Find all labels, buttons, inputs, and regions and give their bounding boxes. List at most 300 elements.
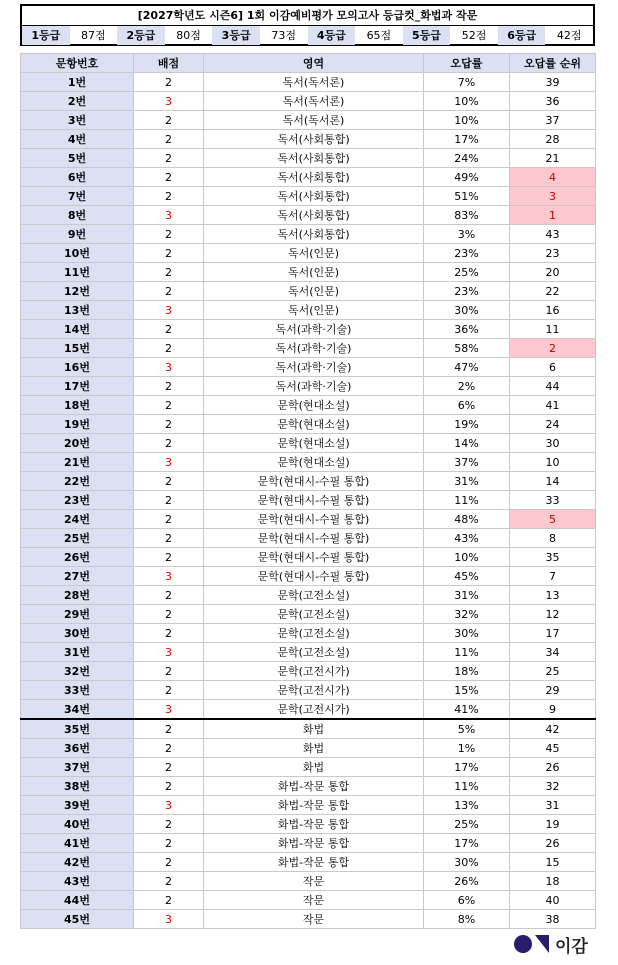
question-table [20,53,596,929]
table-row [21,700,596,720]
error-rate-cell: 30% [424,853,510,872]
question-number-cell: 36번 [21,739,134,758]
error-rank-cell: 9 [510,700,596,720]
logo-text: 이감 [555,936,588,957]
error-rate-cell: 10% [424,548,510,567]
error-rank-cell: 29 [510,681,596,700]
error-rate-cell: 17% [424,834,510,853]
points-cell: 3 [134,301,204,320]
area-cell: 독서(사회통합) [204,187,424,206]
question-number-cell: 41번 [21,834,134,853]
area-cell: 독서(사회통합) [204,149,424,168]
area-cell: 문학(고전소설) [204,643,424,662]
error-rate-cell: 31% [424,472,510,491]
points-cell: 2 [134,225,204,244]
error-rate-cell: 36% [424,320,510,339]
grade-score: 87점 [81,29,106,42]
area-cell: 문학(현대시-수필 통합) [204,510,424,529]
question-number-cell: 2번 [21,92,134,111]
grade-label: 6등급 [498,26,546,45]
question-number-cell: 20번 [21,434,134,453]
table-row [21,206,596,225]
question-number-cell: 22번 [21,472,134,491]
grade-score: 73점 [271,29,297,42]
table-row [21,396,596,415]
brand-logo [513,932,595,956]
question-number-cell: 9번 [21,225,134,244]
points-cell: 2 [134,282,204,301]
question-number-cell: 43번 [21,872,134,891]
igam-logo-icon [513,934,551,954]
area-cell: 독서(사회통합) [204,225,424,244]
question-number-cell: 33번 [21,681,134,700]
error-rate-cell: 25% [424,815,510,834]
table-row [21,624,596,643]
error-rank-cell: 26 [510,758,596,777]
points-cell: 2 [134,681,204,700]
error-rate-cell: 15% [424,681,510,700]
col-header-area: 영역 [204,54,424,73]
table-row [21,548,596,567]
points-cell: 2 [134,834,204,853]
area-cell: 독서(과학·기술) [204,377,424,396]
error-rate-cell: 58% [424,339,510,358]
error-rate-cell: 48% [424,510,510,529]
error-rate-cell: 10% [424,111,510,130]
area-cell: 문학(현대시-수필 통합) [204,472,424,491]
error-rank-cell: 35 [510,548,596,567]
grade-label: 5등급 [403,26,451,45]
table-row [21,758,596,777]
error-rate-cell: 18% [424,662,510,681]
question-number-cell: 12번 [21,282,134,301]
table-row [21,605,596,624]
area-cell: 문학(현대시-수필 통합) [204,567,424,586]
error-rank-cell: 44 [510,377,596,396]
points-cell: 2 [134,662,204,681]
area-cell: 화법-작문 통합 [204,834,424,853]
error-rank-cell: 39 [510,73,596,92]
grade-cell [212,26,307,45]
area-cell: 문학(고전시가) [204,662,424,681]
question-number-cell: 39번 [21,796,134,815]
error-rank-cell: 28 [510,130,596,149]
area-cell: 문학(현대소설) [204,453,424,472]
area-cell: 문학(고전소설) [204,624,424,643]
points-cell: 2 [134,472,204,491]
error-rate-cell: 8% [424,910,510,929]
points-cell: 2 [134,415,204,434]
grade-cell [117,26,212,45]
error-rank-cell: 43 [510,225,596,244]
table-row [21,149,596,168]
table-row [21,662,596,681]
points-cell: 2 [134,853,204,872]
area-cell: 독서(독서론) [204,111,424,130]
error-rate-cell: 11% [424,491,510,510]
question-number-cell: 45번 [21,910,134,929]
table-row [21,168,596,187]
area-cell: 작문 [204,891,424,910]
table-row [21,586,596,605]
table-row [21,225,596,244]
table-row [21,453,596,472]
table-row [21,358,596,377]
points-cell: 2 [134,320,204,339]
table-row [21,491,596,510]
area-cell: 독서(사회통합) [204,130,424,149]
error-rank-cell: 2 [510,339,596,358]
points-cell: 2 [134,529,204,548]
error-rank-cell: 8 [510,529,596,548]
question-number-cell: 23번 [21,491,134,510]
points-cell: 2 [134,872,204,891]
question-number-cell: 10번 [21,244,134,263]
question-number-cell: 18번 [21,396,134,415]
points-cell: 3 [134,910,204,929]
error-rate-cell: 6% [424,396,510,415]
error-rate-cell: 30% [424,301,510,320]
points-cell: 2 [134,491,204,510]
table-row [21,529,596,548]
error-rank-cell: 7 [510,567,596,586]
col-header-error-rank: 오답률 순위 [510,54,596,73]
points-cell: 2 [134,739,204,758]
question-number-cell: 24번 [21,510,134,529]
grade-cut-row [22,26,593,45]
error-rate-cell: 5% [424,719,510,739]
table-row [21,111,596,130]
points-cell: 3 [134,453,204,472]
error-rate-cell: 51% [424,187,510,206]
question-number-cell: 38번 [21,777,134,796]
error-rank-cell: 4 [510,168,596,187]
error-rank-cell: 12 [510,605,596,624]
points-cell: 2 [134,548,204,567]
table-row [21,339,596,358]
error-rate-cell: 7% [424,73,510,92]
question-number-cell: 40번 [21,815,134,834]
points-cell: 2 [134,624,204,643]
error-rank-cell: 26 [510,834,596,853]
area-cell: 화법-작문 통합 [204,796,424,815]
error-rate-cell: 10% [424,92,510,111]
area-cell: 화법 [204,719,424,739]
points-cell: 2 [134,777,204,796]
table-row [21,910,596,929]
error-rank-cell: 14 [510,472,596,491]
table-row [21,472,596,491]
points-cell: 3 [134,643,204,662]
col-header-points: 배점 [134,54,204,73]
points-cell: 2 [134,73,204,92]
question-number-cell: 19번 [21,415,134,434]
error-rank-cell: 23 [510,244,596,263]
error-rate-cell: 19% [424,415,510,434]
grade-label: 4등급 [308,26,356,45]
points-cell: 2 [134,758,204,777]
question-number-cell: 34번 [21,700,134,720]
grade-cell [498,26,593,45]
error-rate-cell: 17% [424,758,510,777]
question-number-cell: 28번 [21,586,134,605]
error-rate-cell: 30% [424,624,510,643]
error-rank-cell: 32 [510,777,596,796]
table-row [21,130,596,149]
error-rate-cell: 2% [424,377,510,396]
error-rank-cell: 16 [510,301,596,320]
error-rate-cell: 26% [424,872,510,891]
error-rank-cell: 24 [510,415,596,434]
error-rank-cell: 5 [510,510,596,529]
table-row [21,92,596,111]
table-row [21,872,596,891]
grade-score: 80점 [176,29,201,42]
question-number-cell: 11번 [21,263,134,282]
grade-cell [403,26,498,45]
table-row [21,244,596,263]
points-cell: 3 [134,92,204,111]
question-number-cell: 4번 [21,130,134,149]
table-row [21,263,596,282]
points-cell: 2 [134,891,204,910]
error-rate-cell: 11% [424,777,510,796]
error-rate-cell: 23% [424,282,510,301]
table-row [21,777,596,796]
error-rank-cell: 41 [510,396,596,415]
question-number-cell: 15번 [21,339,134,358]
table-row [21,187,596,206]
error-rate-cell: 14% [424,434,510,453]
error-rank-cell: 11 [510,320,596,339]
error-rate-cell: 83% [424,206,510,225]
area-cell: 독서(인문) [204,244,424,263]
points-cell: 3 [134,700,204,720]
error-rate-cell: 32% [424,605,510,624]
question-number-cell: 35번 [21,719,134,739]
area-cell: 문학(고전소설) [204,586,424,605]
error-rank-cell: 38 [510,910,596,929]
question-number-cell: 37번 [21,758,134,777]
area-cell: 문학(고전소설) [204,605,424,624]
points-cell: 2 [134,168,204,187]
error-rate-cell: 24% [424,149,510,168]
table-row [21,434,596,453]
table-row [21,815,596,834]
table-row [21,719,596,739]
error-rank-cell: 33 [510,491,596,510]
table-row [21,282,596,301]
points-cell: 2 [134,719,204,739]
error-rank-cell: 45 [510,739,596,758]
points-cell: 2 [134,815,204,834]
area-cell: 독서(사회통합) [204,206,424,225]
points-cell: 3 [134,796,204,815]
grade-cell [308,26,403,45]
error-rank-cell: 3 [510,187,596,206]
area-cell: 독서(과학·기술) [204,358,424,377]
points-cell: 2 [134,434,204,453]
table-row [21,510,596,529]
error-rate-cell: 41% [424,700,510,720]
area-cell: 문학(현대시-수필 통합) [204,491,424,510]
error-rank-cell: 19 [510,815,596,834]
grade-cell [22,26,117,45]
question-number-cell: 14번 [21,320,134,339]
area-cell: 문학(현대시-수필 통합) [204,529,424,548]
grade-label: 3등급 [212,26,260,45]
error-rate-cell: 13% [424,796,510,815]
points-cell: 2 [134,263,204,282]
error-rank-cell: 10 [510,453,596,472]
points-cell: 2 [134,244,204,263]
error-rank-cell: 6 [510,358,596,377]
grade-score: 42점 [556,29,582,42]
question-number-cell: 5번 [21,149,134,168]
error-rate-cell: 47% [424,358,510,377]
question-number-cell: 17번 [21,377,134,396]
error-rank-cell: 25 [510,662,596,681]
error-rate-cell: 49% [424,168,510,187]
points-cell: 2 [134,605,204,624]
area-cell: 독서(독서론) [204,92,424,111]
error-rank-cell: 42 [510,719,596,739]
table-row [21,796,596,815]
question-number-cell: 32번 [21,662,134,681]
error-rate-cell: 11% [424,643,510,662]
grade-label: 1등급 [22,26,70,45]
error-rank-cell: 1 [510,206,596,225]
error-rate-cell: 43% [424,529,510,548]
error-rank-cell: 30 [510,434,596,453]
question-number-cell: 44번 [21,891,134,910]
points-cell: 2 [134,130,204,149]
question-number-cell: 42번 [21,853,134,872]
area-cell: 문학(현대소설) [204,434,424,453]
error-rate-cell: 6% [424,891,510,910]
area-cell: 화법-작문 통합 [204,853,424,872]
points-cell: 2 [134,377,204,396]
col-header-error-rate: 오답률 [424,54,510,73]
grade-score: 52점 [461,29,487,42]
area-cell: 독서(사회통합) [204,168,424,187]
error-rate-cell: 23% [424,244,510,263]
error-rank-cell: 17 [510,624,596,643]
table-row [21,73,596,92]
error-rate-cell: 25% [424,263,510,282]
grade-score: 65점 [366,29,392,42]
error-rank-cell: 15 [510,853,596,872]
error-rank-cell: 13 [510,586,596,605]
error-rate-cell: 31% [424,586,510,605]
question-number-cell: 31번 [21,643,134,662]
error-rank-cell: 34 [510,643,596,662]
error-rate-cell: 1% [424,739,510,758]
area-cell: 독서(과학·기술) [204,339,424,358]
table-row [21,834,596,853]
area-cell: 화법-작문 통합 [204,815,424,834]
question-number-cell: 13번 [21,301,134,320]
grade-label: 2등급 [117,26,165,45]
error-rate-cell: 37% [424,453,510,472]
question-number-cell: 30번 [21,624,134,643]
area-cell: 문학(현대소설) [204,396,424,415]
table-row [21,643,596,662]
error-rank-cell: 22 [510,282,596,301]
points-cell: 2 [134,111,204,130]
area-cell: 작문 [204,872,424,891]
error-rank-cell: 37 [510,111,596,130]
question-number-cell: 1번 [21,73,134,92]
error-rank-cell: 40 [510,891,596,910]
area-cell: 문학(고전시가) [204,681,424,700]
error-rate-cell: 3% [424,225,510,244]
table-row [21,415,596,434]
error-rank-cell: 18 [510,872,596,891]
question-number-cell: 21번 [21,453,134,472]
points-cell: 2 [134,510,204,529]
points-cell: 3 [134,567,204,586]
area-cell: 문학(현대시-수필 통합) [204,548,424,567]
points-cell: 2 [134,339,204,358]
area-cell: 독서(과학·기술) [204,320,424,339]
col-header-question: 문항번호 [21,54,134,73]
area-cell: 독서(인문) [204,301,424,320]
question-number-cell: 3번 [21,111,134,130]
question-number-cell: 27번 [21,567,134,586]
table-row [21,891,596,910]
table-row [21,681,596,700]
question-number-cell: 6번 [21,168,134,187]
table-row [21,301,596,320]
points-cell: 2 [134,149,204,168]
question-number-cell: 29번 [21,605,134,624]
table-row [21,739,596,758]
area-cell: 독서(독서론) [204,73,424,92]
table-header-row [21,54,596,73]
points-cell: 2 [134,187,204,206]
table-row [21,377,596,396]
area-cell: 화법 [204,758,424,777]
error-rank-cell: 21 [510,149,596,168]
question-number-cell: 16번 [21,358,134,377]
error-rate-cell: 17% [424,130,510,149]
error-rank-cell: 36 [510,92,596,111]
question-number-cell: 25번 [21,529,134,548]
error-rate-cell: 45% [424,567,510,586]
table-row [21,320,596,339]
question-number-cell: 26번 [21,548,134,567]
error-rank-cell: 20 [510,263,596,282]
table-row [21,567,596,586]
points-cell: 2 [134,586,204,605]
area-cell: 화법 [204,739,424,758]
area-cell: 화법-작문 통합 [204,777,424,796]
area-cell: 문학(고전시가) [204,700,424,720]
points-cell: 3 [134,206,204,225]
points-cell: 2 [134,396,204,415]
area-cell: 작문 [204,910,424,929]
points-cell: 3 [134,358,204,377]
area-cell: 문학(현대소설) [204,415,424,434]
page-title: [2027학년도 시즌6] 1회 이감예비평가 모의고사 등급컷_화법과 작문 [22,6,593,26]
table-row [21,853,596,872]
question-number-cell: 8번 [21,206,134,225]
area-cell: 독서(인문) [204,263,424,282]
error-rank-cell: 31 [510,796,596,815]
area-cell: 독서(인문) [204,282,424,301]
grade-cut-header [20,4,595,46]
